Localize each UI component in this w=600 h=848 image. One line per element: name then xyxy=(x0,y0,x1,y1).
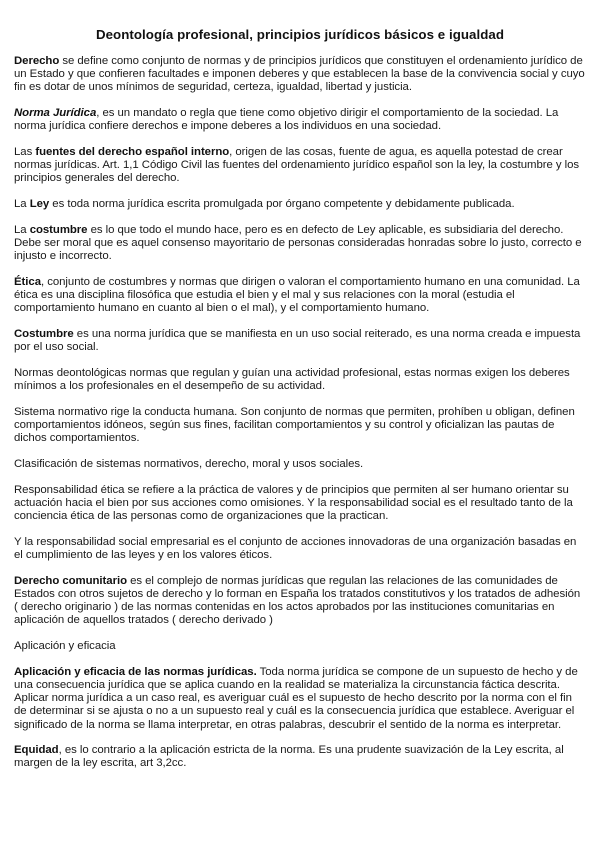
paragraph-text: , origen de las cosas, fuente de agua, es aquella potestad de crear normas jurídicas. Art. 1,1 Código Civil las fuentes del ordenamiento jurídico español son la ley, la costumbre y los principios generales del derecho. xyxy=(14,146,580,185)
term-costumbre: costumbre xyxy=(29,223,88,236)
paragraph-text: es toda norma jurídica escrita promulgada por órgano competente y debidamente publicada. xyxy=(49,198,515,211)
paragraph-text: Sistema normativo rige la conducta humana. Son conjunto de normas que permiten, prohíben u obligan, definen comportamientos idóneos, según sus fines, facilitan comportamientos y su control y oficializan las pautas de dichos comportamientos. xyxy=(14,405,575,445)
term-costumbre-definition: Costumbre xyxy=(14,328,74,341)
paragraph-normas-deontologicas xyxy=(14,367,586,393)
paragraph-prefix: Las xyxy=(14,146,36,159)
paragraph-text: Aplicación y eficacia xyxy=(14,640,116,652)
paragraph-text: es una norma jurídica que se manifiesta en un uso social reiterado, es una norma creada e impuesta por el uso social. xyxy=(14,328,581,354)
paragraph-costumbre-definition xyxy=(14,328,586,354)
paragraph-prefix: La xyxy=(14,198,30,211)
term-derecho-comunitario: Derecho comunitario xyxy=(14,574,127,587)
paragraph-responsabilidad-social-empresarial xyxy=(14,536,586,562)
paragraph-text: , es lo contrario a la aplicación estricta de la norma. Es una prudente suavización de la Ley escrita, al margen de la ley escrita, art 3,2cc. xyxy=(14,744,564,770)
term-etica: Ética xyxy=(14,275,41,288)
paragraph-sistema-normativo xyxy=(14,406,586,446)
paragraph-text: Clasificación de sistemas normativos, derecho, moral y usos sociales. xyxy=(14,457,364,470)
paragraph-text: , conjunto de costumbres y normas que dirigen o valoran el comportamiento humano en una comunidad. La ética es una disciplina filosófica que estudia el bien y el mal y sus relaciones con la moral (estudia el comportamiento humano en cuanto al bien o el mal), y el comportamiento humano. xyxy=(14,275,580,315)
paragraph-text: Y la responsabilidad social empresarial es el conjunto de acciones innovadoras de una organización basadas en el cumplimiento de las leyes y en los valores éticos. xyxy=(14,535,577,561)
term-equidad: Equidad xyxy=(14,744,59,757)
paragraph-clasificacion xyxy=(14,458,586,471)
paragraph-text: Normas deontológicas normas que regulan y guían una actividad profesional, estas normas exigen los deberes mínimos a los profesionales en el desempeño de su actividad. xyxy=(14,366,570,393)
paragraph-text: es lo que todo el mundo hace, pero es en defecto de Ley aplicable, es subsidiaria del derecho. Debe ser moral que es aquel consenso mayoritario de personas consideradas honradas sobre lo justo, correcto e injusto e incorrecto. xyxy=(14,223,582,263)
paragraph-fuentes-del-derecho xyxy=(14,146,586,186)
paragraph-text: Toda norma jurídica se compone de un supuesto de hecho y de una consecuencia jurídica que se aplica cuando en la realidad se materializa la circunstancia fáctica descrita. Aplicar norma jurídica a un caso real, es averiguar cuál es el supuesto de hecho descrito por la norma con el fin de determinar si se ajusta o no a un supuesto real y cuál es la consecuencia jurídica que establece. Averiguar el significado de la norma se llama interpretar, en otras palabras, descubrir el sentido de la norma es interpretar. xyxy=(14,665,578,731)
paragraph-text: Responsabilidad ética se refiere a la práctica de valores y de principios que permiten al ser humano orientar su actuación hacia el bien por sus acciones como omisiones. Y la responsabilidad social es el resultado tanto de la conciencia ética de las personas como de organizaciones que la practican. xyxy=(14,483,573,523)
paragraph-text: se define como conjunto de normas y de principios jurídicos que constituyen el ordenamiento jurídico de un Estado y que confieren facultades e imponen deberes y que establecen la base de la convivencia social y cuyo fin es dotar de unos mínimos de seguridad, certeza, igualdad, libertad y justicia. xyxy=(14,55,585,94)
paragraph-derecho xyxy=(14,55,586,95)
paragraph-etica xyxy=(14,276,586,316)
paragraph-norma-juridica xyxy=(14,107,586,133)
paragraph-equidad xyxy=(14,744,586,770)
term-derecho: Derecho xyxy=(14,55,60,67)
paragraph-costumbre-intro xyxy=(14,224,586,264)
term-ley: Ley xyxy=(29,198,50,211)
paragraph-text: , es un mandato o regla que tiene como objetivo dirigir el comportamiento de la sociedad. La norma jurídica confiere derechos e impone deberes a los individuos en una sociedad. xyxy=(14,107,559,133)
term-norma-juridica: Norma Jurídica xyxy=(14,107,97,120)
paragraph-prefix: La xyxy=(14,223,30,236)
document-title: Deontología profesional, principios jurídicos básicos e igualdad xyxy=(95,27,505,42)
paragraph-responsabilidad-etica xyxy=(14,484,586,524)
term-fuentes-del-derecho: fuentes del derecho español interno xyxy=(35,146,230,159)
term-aplicacion-eficacia: Aplicación y eficacia de las normas jurídicas. xyxy=(14,665,257,678)
paragraph-aplicacion-eficacia-heading xyxy=(14,640,586,653)
paragraph-derecho-comunitario xyxy=(14,575,586,628)
paragraph-aplicacion-eficacia xyxy=(14,666,586,732)
paragraph-text: es el complejo de normas jurídicas que regulan las relaciones de las comunidades de Estados con otros sujetos de derecho y lo forman en España los tratados constitutivos y los tratados de adhesión ( derecho originario ) de las normas contenidas en los actos aprobados por las instituciones comunitarias en aplicación de aquellos tratados ( derecho derivado ) xyxy=(14,574,581,627)
paragraph-ley xyxy=(14,198,586,211)
